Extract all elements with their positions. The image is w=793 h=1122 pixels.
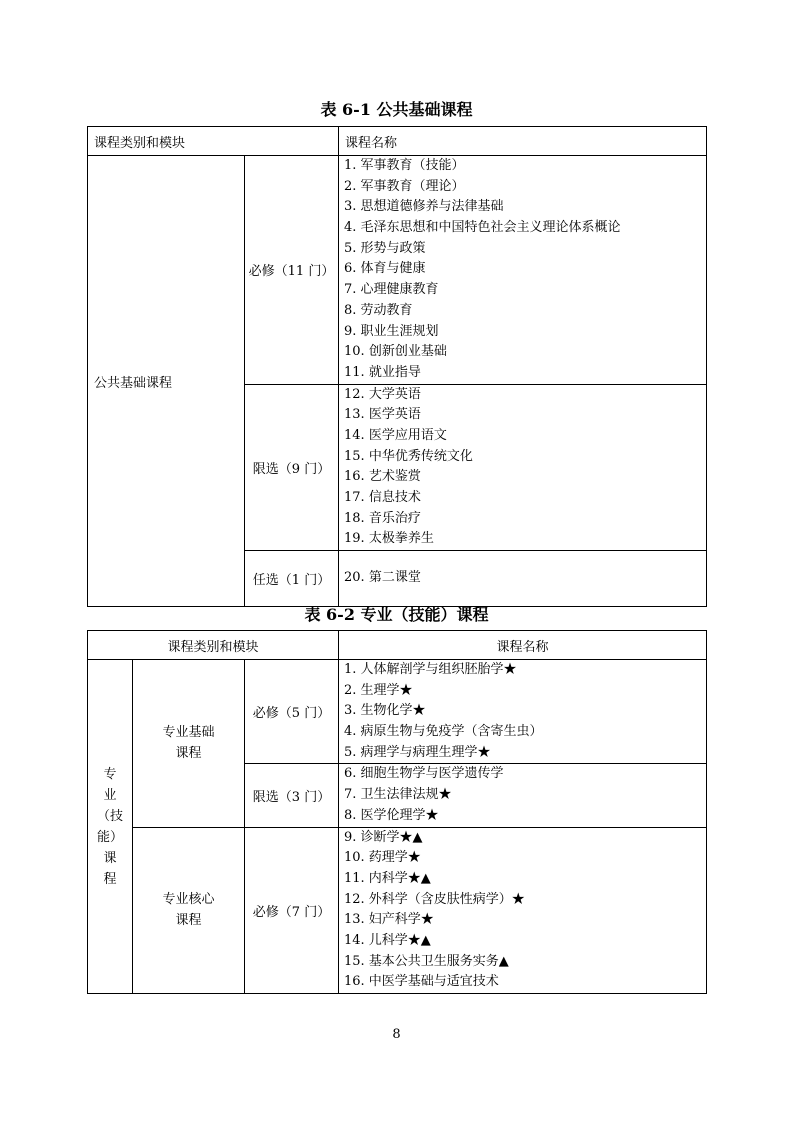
course-item: 6. 细胞生物学与医学遗传学: [344, 766, 504, 782]
course-item: 8. 医学伦理学★: [344, 807, 439, 823]
course-item: 12. 大学英语: [344, 386, 421, 402]
course-item: 8. 劳动教育: [344, 302, 413, 318]
course-item: 10. 药理学★: [344, 850, 421, 866]
course-item: 7. 卫生法律法规★: [344, 787, 452, 803]
course-item: 1. 军事教育（技能）: [344, 158, 465, 173]
table1-module-elective: 任选（1 门）: [245, 551, 339, 607]
course-item: 20. 第二课堂: [344, 570, 421, 586]
course-item: 13. 医学英语: [344, 407, 421, 423]
sub-basic-line2: 课程: [175, 746, 202, 762]
table1-module-limited: 限选（9 门）: [245, 384, 339, 551]
table1-header-category: 课程类别和模块: [88, 127, 339, 156]
table1-category-cell: 公共基础课程: [88, 156, 245, 607]
table2-category-cell: [88, 660, 133, 994]
course-item: 16. 艺术鉴赏: [344, 469, 421, 485]
course-item: 9. 诊断学★▲: [344, 829, 423, 845]
table2-course-list-core-required: [339, 827, 707, 994]
course-item: 9. 职业生涯规划: [344, 323, 439, 339]
course-item: 14. 儿科学★▲: [344, 932, 431, 948]
course-item: 2. 军事教育（理论）: [344, 178, 465, 194]
category-char: 业: [103, 787, 117, 803]
course-item: 4. 毛泽东思想和中国特色社会主义理论体系概论: [344, 220, 621, 236]
table1-module-required: 必修（11 门）: [245, 156, 339, 385]
category-char: 专: [103, 766, 117, 782]
table2-core-required-row: [88, 827, 707, 994]
table1-caption: 表 6-1 公共基础课程: [320, 100, 473, 119]
sub-basic-line1: 专业基础: [162, 725, 215, 741]
table2-course-list-basic-required: [339, 660, 707, 764]
category-char: （技: [96, 808, 123, 824]
table2-module-basic-required: 必修（5 门）: [245, 660, 339, 764]
category-char: 程: [103, 871, 117, 887]
table2-basic-required-row: [88, 660, 707, 764]
table2-sub-basic: [133, 660, 245, 828]
table2-sub-core: [133, 827, 245, 994]
course-item: 5. 形势与政策: [344, 240, 426, 256]
table1-course-list-required: [339, 156, 707, 385]
category-char: 课: [103, 850, 117, 866]
course-item: 3. 思想道德修养与法律基础: [344, 199, 504, 215]
course-item: 16. 中医学基础与适宜技术: [344, 974, 499, 990]
course-item: 13. 妇产科学★: [344, 912, 434, 928]
page-number: 8: [392, 1027, 401, 1042]
table1-header-name: 课程名称: [339, 127, 707, 156]
table2-module-basic-limited: 限选（3 门）: [245, 764, 339, 827]
sub-core-line2: 课程: [175, 913, 202, 929]
table1-course-list-limited: [339, 384, 707, 551]
table2-course-list-basic-limited: [339, 764, 707, 827]
table2-header-category: 课程类别和模块: [88, 631, 339, 660]
course-item: 1. 人体解剖学与组织胚胎学★: [344, 662, 517, 677]
course-item: 12. 外科学（含皮肤性病学）★: [344, 891, 525, 907]
course-item: 19. 太极拳养生: [344, 531, 434, 547]
course-item: 11. 内科学★▲: [344, 870, 431, 886]
table2-header-row: [88, 631, 707, 660]
table2-header-name: 课程名称: [339, 631, 707, 660]
public-basic-courses-table: [87, 126, 707, 607]
course-item: 10. 创新创业基础: [344, 344, 447, 360]
professional-courses-table: [87, 630, 707, 994]
course-item: 5. 病理学与病理生理学★: [344, 744, 491, 760]
course-item: 15. 中华优秀传统文化: [344, 448, 473, 464]
course-item: 3. 生物化学★: [344, 703, 426, 719]
table2-caption: 表 6-2 专业（技能）课程: [304, 605, 489, 624]
course-item: 7. 心理健康教育: [344, 282, 439, 298]
course-item: 15. 基本公共卫生服务实务▲: [344, 953, 509, 969]
course-item: 17. 信息技术: [344, 490, 421, 505]
sub-core-line1: 专业核心: [162, 892, 215, 908]
table2-module-core-required: 必修（7 门）: [245, 827, 339, 994]
course-item: 14. 医学应用语文: [344, 427, 447, 443]
course-item: 11. 就业指导: [344, 364, 421, 380]
course-item: 2. 生理学★: [344, 682, 413, 698]
category-char: 能）: [96, 829, 123, 845]
table1-course-list-elective: [339, 551, 707, 607]
course-item: 6. 体育与健康: [344, 261, 426, 277]
course-item: 4. 病原生物与免疫学（含寄生虫）: [344, 724, 543, 740]
table1-header-row: [88, 127, 707, 156]
course-item: 18. 音乐治疗: [344, 510, 421, 526]
table1-required-row: [88, 156, 707, 385]
